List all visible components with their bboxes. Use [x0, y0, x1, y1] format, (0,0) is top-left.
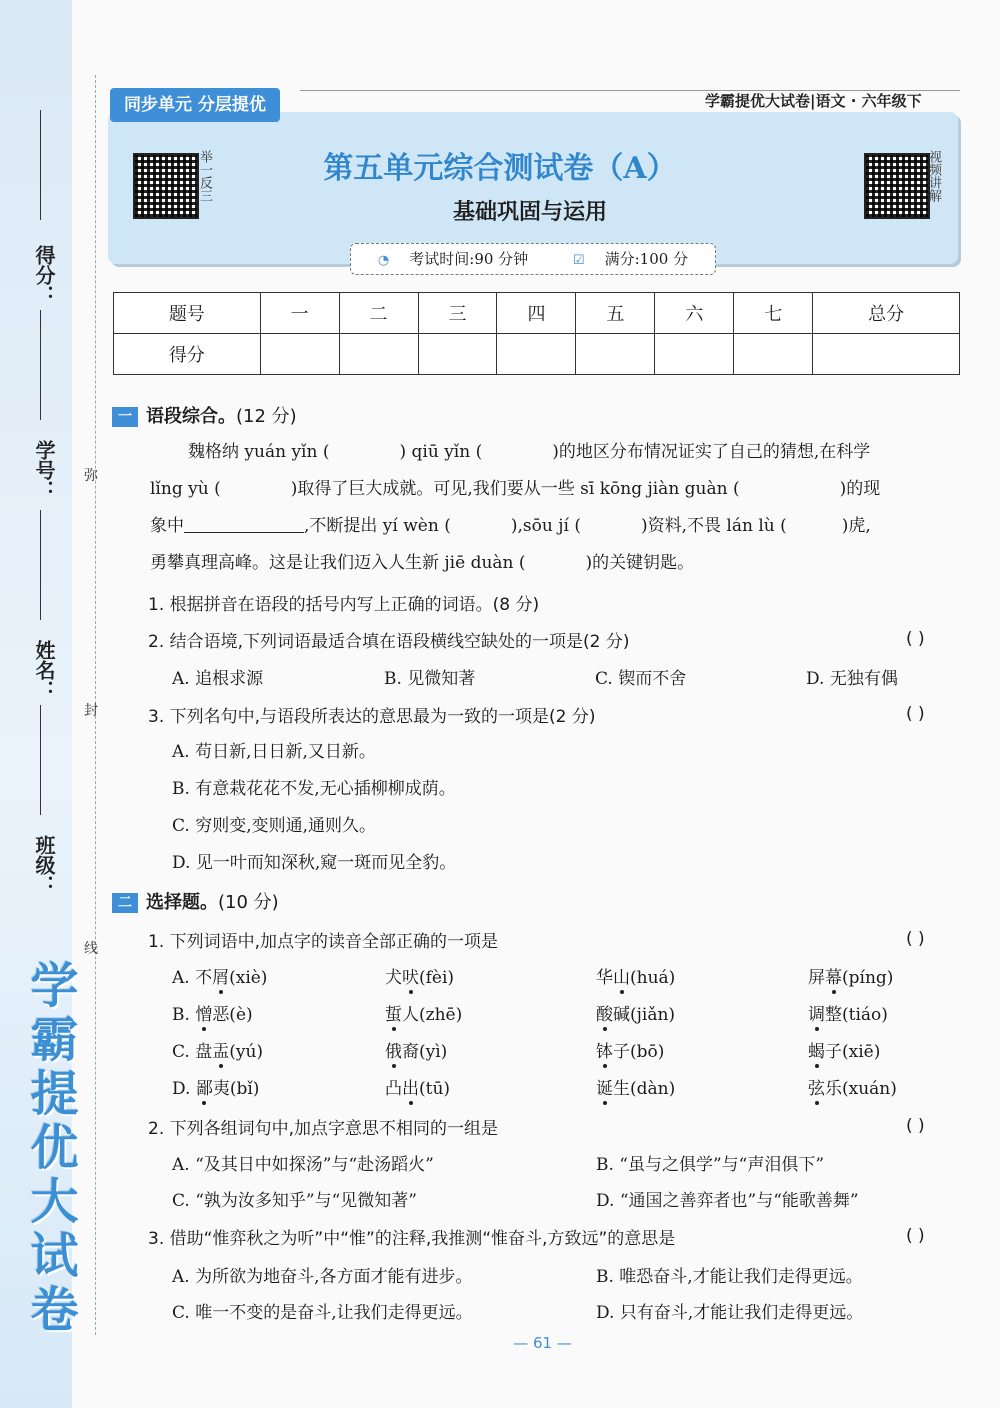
dotted-char: 憎: [195, 1005, 213, 1025]
s2-q1-option-cell[interactable]: [172, 1037, 263, 1062]
table-cell: 总分: [813, 293, 960, 334]
passage-text: )取得了巨大成就。可见,我们要从一些 sī kōng jiàn guàn (: [290, 479, 740, 499]
dotted-char: 蜇: [385, 1005, 402, 1025]
option-text: B.: [172, 1005, 196, 1025]
s2-q1-option-cell[interactable]: [172, 963, 267, 988]
score-table: [113, 292, 960, 375]
s2-q1-option-cell: [596, 1037, 664, 1062]
class-field-line[interactable]: [40, 705, 41, 815]
dotted-char: 钵: [596, 1042, 613, 1062]
fill-underline[interactable]: [184, 514, 304, 533]
name-field-label: 姓名：: [32, 640, 56, 700]
option-text: (yú): [229, 1042, 264, 1062]
name-field-line[interactable]: [40, 510, 41, 620]
score-input-cell[interactable]: [339, 334, 418, 375]
option-text: A. 不: [172, 968, 213, 988]
s1-q2-option-d[interactable]: D. 无独有偶: [806, 669, 898, 689]
option-text: 乐(xuán): [825, 1079, 897, 1099]
passage-text: ) qiū yǐn (: [399, 442, 483, 462]
option-text: 华: [596, 968, 613, 988]
option-text: (píng): [842, 968, 894, 988]
s2-q2-option-d[interactable]: D. “通国之善弈者也”与“能歌善舞”: [596, 1191, 859, 1211]
option-text: C. 盘: [172, 1042, 213, 1062]
s2-q1-option-cell: [385, 1074, 450, 1099]
dotted-char: 山: [613, 968, 630, 988]
section1-badge: 一: [112, 407, 138, 427]
table-cell: 二: [339, 293, 418, 334]
option-text: (tū): [419, 1079, 451, 1099]
option-text: (huá): [630, 968, 676, 988]
s2-q3-option-b[interactable]: B. 唯恐奋斗,才能让我们走得更远。: [596, 1267, 863, 1287]
s2-q2-option-a[interactable]: A. “及其日中如探汤”与“赴汤蹈火”: [172, 1155, 434, 1175]
s1-q2-option-a[interactable]: A. 追根求源: [172, 669, 264, 689]
check-icon: ☑: [572, 253, 585, 268]
table-cell: 七: [734, 293, 813, 334]
page-title: 第五单元综合测试卷（A）: [323, 151, 677, 186]
qr-right-caption: 视频讲解: [926, 150, 941, 202]
s2-q1-option-cell: [385, 963, 454, 988]
option-text: 碱(jiǎn): [613, 1005, 676, 1025]
s1-question-2: 2. 结合语境,下列词语最适合填在语段横线空缺处的一项是(2 分): [148, 632, 630, 652]
exam-info: [350, 243, 716, 275]
s1-question-1: 1. 根据拼音在语段的括号内写上正确的词语。(8 分): [148, 595, 540, 615]
passage-text: 魏格纳 yuán yǐn (: [188, 442, 330, 462]
table-cell: 四: [497, 293, 576, 334]
s1-q3-option-b[interactable]: B. 有意栽花花不发,无心插柳柳成荫。: [172, 779, 456, 799]
section2-title: 选择题。: [146, 892, 218, 913]
table-cell: 三: [418, 293, 497, 334]
passage-text: )虎,: [841, 516, 871, 536]
s2-q2-option-c[interactable]: C. “孰为汝多知乎”与“见微知著”: [172, 1191, 417, 1211]
s1-question-3: 3. 下列名句中,与语段所表达的意思最为一致的一项是(2 分): [148, 707, 596, 727]
score-input-cell[interactable]: [813, 334, 960, 375]
s2-q1-option-cell[interactable]: [172, 1000, 253, 1025]
option-text: 整(tiáo): [825, 1005, 888, 1025]
option-text: 人(zhē): [402, 1005, 463, 1025]
option-text: 子(xiē): [825, 1042, 881, 1062]
dotted-char: 弦: [808, 1079, 825, 1099]
section1-points: (12 分): [236, 406, 297, 427]
score-input-cell[interactable]: [576, 334, 655, 375]
section1-title: 语段综合。: [146, 406, 236, 427]
answer-paren[interactable]: ( ): [906, 629, 925, 649]
s2-q1-option-cell: [596, 963, 675, 988]
answer-paren[interactable]: ( ): [906, 704, 925, 724]
passage-text: 勇攀真理高峰。这是让我们迈入人生新 jiē duàn (: [150, 553, 526, 573]
section2-points: (10 分): [218, 892, 279, 913]
section1-heading: [112, 402, 297, 428]
brand-text: 学霸提优大试卷: [22, 960, 78, 1338]
score-input-cell[interactable]: [734, 334, 813, 375]
option-text: 凸: [385, 1079, 402, 1099]
s2-q1-option-cell: [596, 1074, 675, 1099]
passage-text: ,不断提出 yí wèn (: [304, 516, 451, 536]
s2-q1-option-cell: [808, 1000, 888, 1025]
passage-line-3: [150, 508, 962, 545]
header-box: [108, 112, 958, 264]
table-cell: 五: [576, 293, 655, 334]
page-number: — 61 —: [513, 1334, 572, 1352]
s2-question-2: 2. 下列各组词句中,加点字意思不相同的一组是: [148, 1119, 499, 1139]
table-cell: 一: [260, 293, 339, 334]
dotted-char: 酸: [596, 1005, 613, 1025]
exam-time: 考试时间:90 分钟: [409, 250, 529, 268]
option-text: (fèi): [419, 968, 455, 988]
score-table-score-row: [114, 334, 960, 375]
s2-q1-option-cell: [808, 963, 893, 988]
dotted-char: 诞: [596, 1079, 613, 1099]
qr-left-caption: 举一反三: [197, 150, 212, 202]
s1-q2-option-c[interactable]: C. 锲而不舍: [595, 669, 687, 689]
s2-question-1: 1. 下列词语中,加点字的读音全部正确的一项是: [148, 932, 499, 952]
unit-tag: 同步单元 分层提优: [110, 88, 280, 122]
s2-q3-option-a[interactable]: A. 为所欲为地奋斗,各方面才能有进步。: [172, 1267, 473, 1287]
passage-text: lǐng yù (: [150, 479, 221, 499]
s2-q3-option-d[interactable]: D. 只有奋斗,才能让我们走得更远。: [596, 1303, 864, 1323]
section2-badge: 二: [112, 893, 138, 913]
table-cell: 题号: [114, 293, 261, 334]
s2-q1-option-cell: [808, 1037, 880, 1062]
s2-q2-option-b[interactable]: B. “虽与之俱学”与“声泪俱下”: [596, 1155, 825, 1175]
passage-line-4: [150, 545, 962, 582]
option-text: 犬: [385, 968, 402, 988]
dotted-char: 幕: [825, 968, 842, 988]
s1-q3-option-d[interactable]: D. 见一叶而知深秋,窥一斑而见全豹。: [172, 853, 457, 873]
option-text: 恶(è): [212, 1005, 253, 1025]
passage-text: 象中: [150, 516, 184, 536]
s2-q3-option-c[interactable]: C. 唯一不变的是奋斗,让我们走得更远。: [172, 1303, 473, 1323]
option-text: 屏: [808, 968, 825, 988]
page-subtitle: 基础巩固与运用: [452, 200, 607, 225]
answer-paren[interactable]: ( ): [906, 1116, 925, 1136]
s2-question-3: 3. 借助“惟弈秋之为听”中“惟”的注释,我推测“惟奋斗,方致远”的意思是: [148, 1229, 676, 1249]
s2-q1-option-cell: [385, 1000, 462, 1025]
student-id-field-line[interactable]: [40, 310, 41, 420]
class-field-label: 班级：: [32, 835, 56, 895]
passage-text: )的关键钥匙。: [585, 553, 695, 573]
passage-text: )的地区分布情况证实了自己的猜想,在科学: [552, 442, 871, 462]
answer-paren[interactable]: ( ): [906, 1226, 925, 1246]
table-cell: 六: [655, 293, 734, 334]
score-table-header-row: [114, 293, 960, 334]
s1-q3-option-a[interactable]: A. 苟日新,日日新,又日新。: [172, 742, 376, 762]
passage-text: )的现: [839, 479, 881, 499]
student-id-field-label: 学号：: [32, 440, 56, 500]
s2-q1-option-cell[interactable]: [172, 1074, 259, 1099]
dotted-char: 屑: [212, 968, 230, 988]
full-score: 满分:100 分: [604, 250, 689, 268]
dotted-char: 吠: [402, 968, 419, 988]
score-input-cell[interactable]: [655, 334, 734, 375]
s1-q3-option-c[interactable]: C. 穷则变,变则通,通则久。: [172, 816, 377, 836]
dotted-char: 俄: [385, 1042, 402, 1062]
option-text: 裔(yì): [402, 1042, 448, 1062]
option-text: 生(dàn): [613, 1079, 676, 1099]
passage-line-1: [188, 434, 964, 471]
answer-paren[interactable]: ( ): [906, 929, 925, 949]
passage-text: ),sōu jí (: [510, 516, 581, 536]
dotted-char: 蝎: [808, 1042, 825, 1062]
dotted-char: 出: [402, 1079, 419, 1099]
cut-mark-xian: 线: [84, 941, 98, 957]
score-input-cell[interactable]: [260, 334, 339, 375]
s2-q1-option-cell: [385, 1037, 447, 1062]
dotted-char: 调: [808, 1005, 825, 1025]
option-text: 子(bō): [613, 1042, 665, 1062]
passage-text: )资料,不畏 lán lù (: [640, 516, 787, 536]
cut-mark-mi: 弥: [84, 468, 98, 484]
dotted-char: 鄙: [195, 1079, 213, 1099]
score-field-label: 得分：: [32, 245, 56, 305]
option-text: (xiè): [229, 968, 268, 988]
series-label: 学霸提优大试卷|语文 · 六年级下: [705, 92, 922, 110]
section2-heading: [112, 888, 279, 914]
s2-q1-option-cell: [808, 1074, 897, 1099]
score-input-cell[interactable]: [497, 334, 576, 375]
option-text: D.: [172, 1079, 196, 1099]
s1-q2-option-b[interactable]: B. 见微知著: [384, 669, 476, 689]
s2-q1-option-cell: [596, 1000, 675, 1025]
score-input-cell[interactable]: [418, 334, 497, 375]
clock-icon: ◔: [377, 253, 390, 268]
passage-line-2: [150, 471, 962, 508]
table-cell: 得分: [114, 334, 261, 375]
cut-mark-feng: 封: [84, 703, 98, 719]
dotted-char: 盂: [212, 1042, 230, 1062]
option-text: 夷(bǐ): [212, 1079, 260, 1099]
